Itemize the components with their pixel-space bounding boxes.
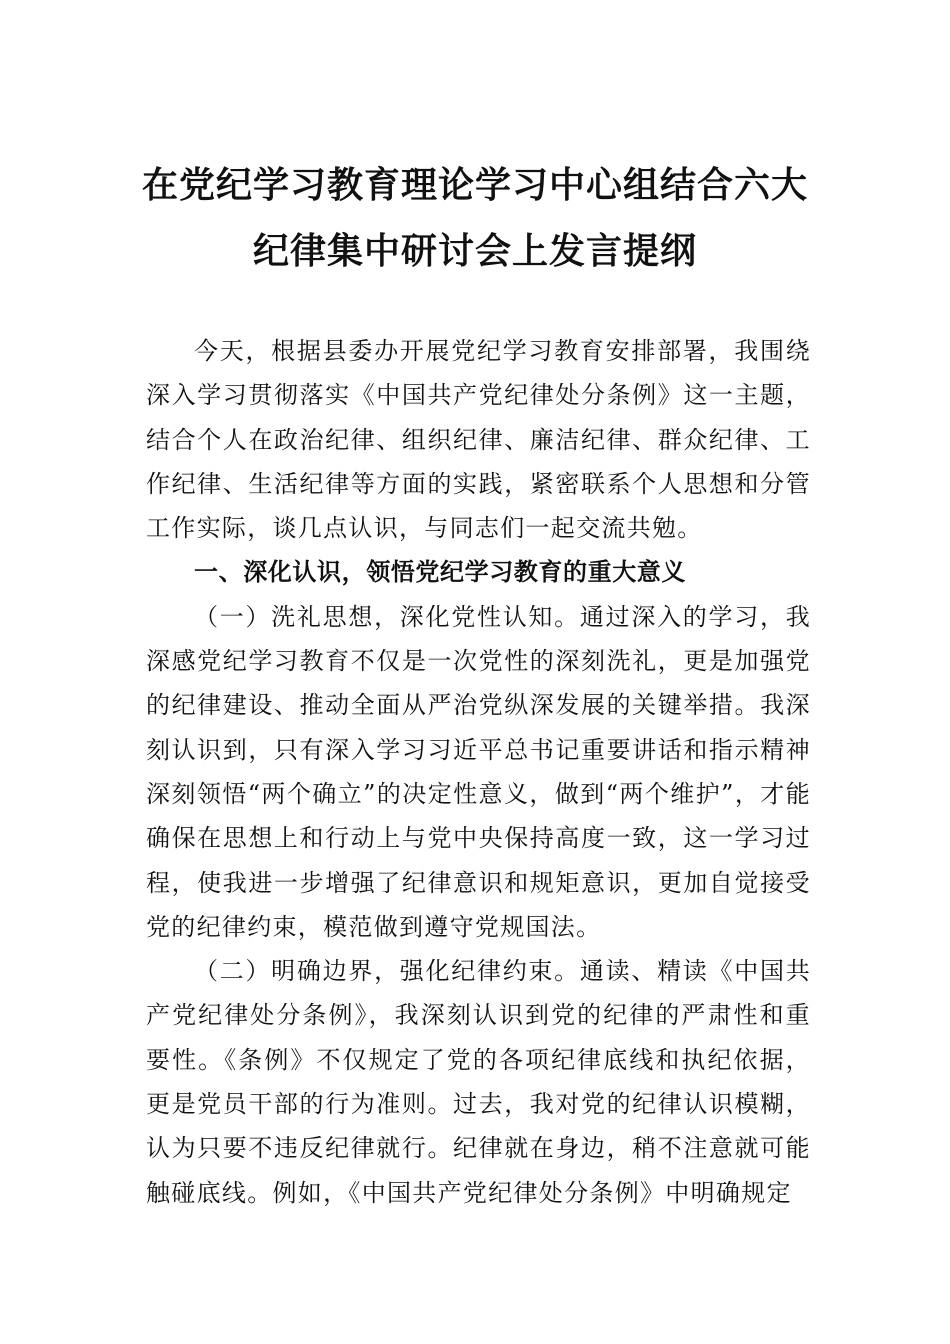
section-1-item-1-paragraph: （一）洗礼思想，深化党性认知。通过深入的学习，我深感党纪学习教育不仅是一次党性的深刻洗礼，更是加强党的纪律建设、推动全面从严治党纵深发展的关键举措。我深刻认识到，只有深入学习习近平总书记重要讲话和指示精神深刻领悟“两个确立”的决定性意义，做到“两个维护”，才能确保在思想上和行动上与党中央保持高度一致，这一学习过程，使我进一步增强了纪律意识和规矩意识，更加自觉接受党的纪律约束，模范做到遵守党规国法。 [146,602,811,941]
intro-paragraph: 今天，根据县委办开展党纪学习教育安排部署，我围绕深入学习贯彻落实《中国共产党纪律处分条例》这一主题，结合个人在政治纪律、组织纪律、廉洁纪律、群众纪律、工作纪律、生活纪律等方面的实践，紧密联系个人思想和分管工作实际，谈几点认识，与同志们一起交流共勉。 [146,337,811,543]
document-title-line-2: 纪律集中研讨会上发言提纲 [252,231,697,272]
section-heading-1: 一、深化认识，领悟党纪学习教育的重大意义 [194,558,686,587]
document-title-line-1: 在党纪学习教育理论学习中心组结合六大 [141,165,808,206]
section-1-item-2-paragraph: （二）明确边界，强化纪律约束。通读、精读《中国共产党纪律处分条例》，我深刻认识到党的纪律的严肃性和重要性。《条例》不仅规定了党的各项纪律底线和执纪依据，更是党员干部的行为准则。过去，我对党的纪律认识模糊，认为只要不违反纪律就行。纪律就在身边，稍不注意就可能触碰底线。例如，《中国共产党纪律处分条例》中明确规定 [146,957,811,1207]
document-body [146,329,811,1215]
